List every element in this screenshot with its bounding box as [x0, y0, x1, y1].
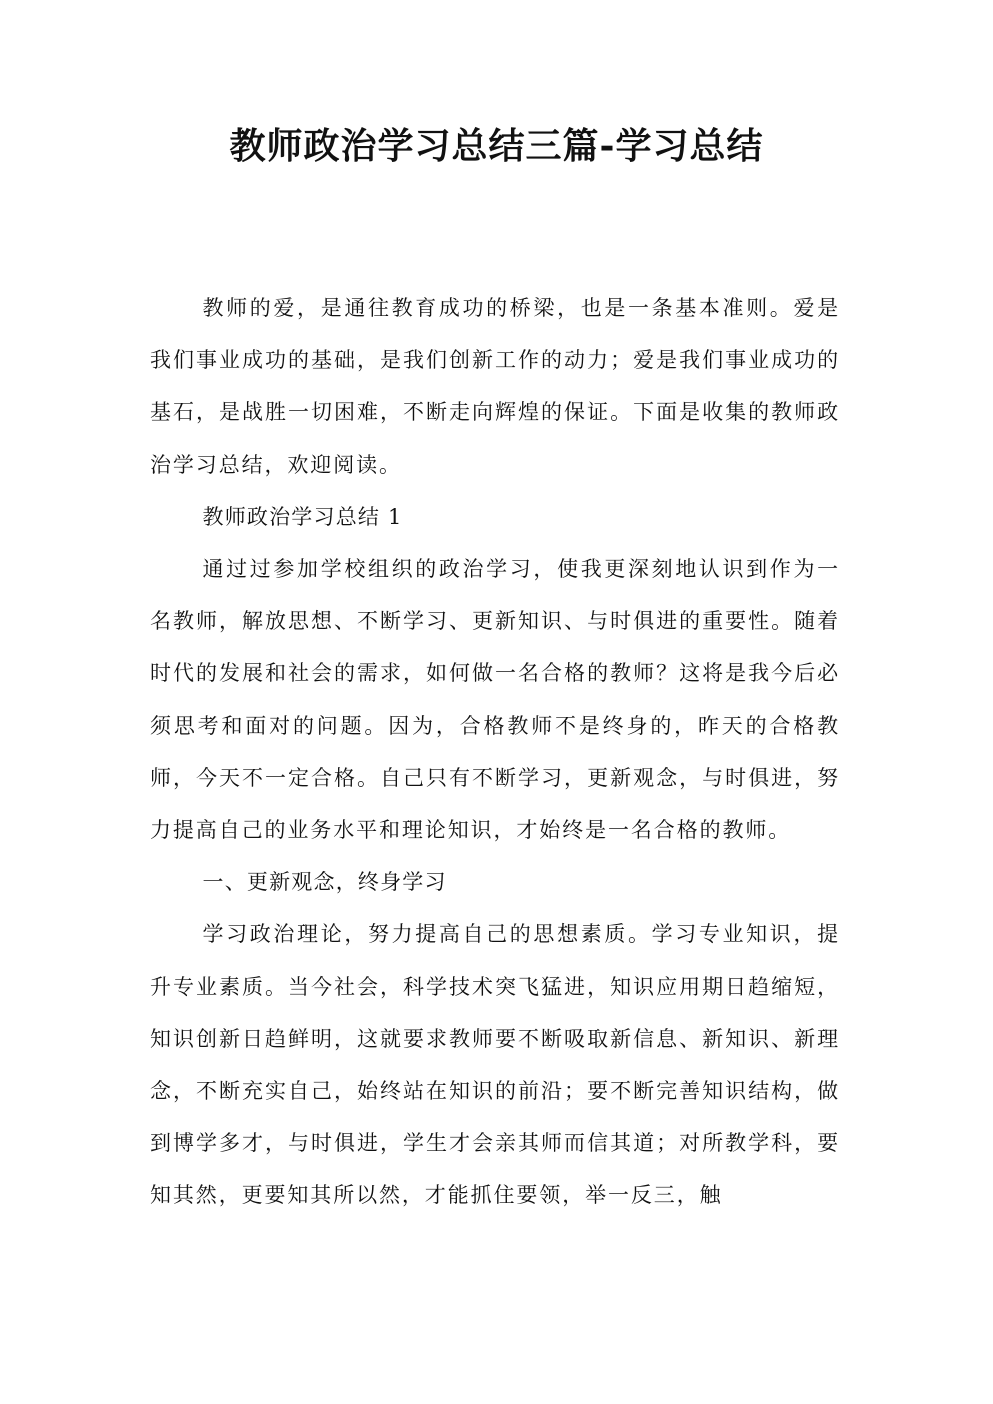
intro-paragraph: 教师的爱，是通往教育成功的桥梁，也是一条基本准则。爱是我们事业成功的基础，是我们创新工作的动力；爱是我们事业成功的基石，是战胜一切困难，不断走向辉煌的保证。下面是收集的教师政治学习总结，欢迎阅读。 [150, 296, 840, 477]
section-heading-update-concepts: 一、更新观念，终身学习 [202, 870, 447, 895]
body-paragraph: 通过过参加学校组织的政治学习，使我更深刻地认识到作为一名教师，解放思想、不断学习、更新知识、与时俱进的重要性。随着时代的发展和社会的需求，如何做一名合格的教师？这将是我今后必须思考和面对的问题。因为，合格教师不是终身的，昨天的合格教师，今天不一定合格。自己只有不断学习，更新观念，与时俱进，努力提高自己的业务水平和理论知识，才始终是一名合格的教师。 [150, 557, 840, 843]
document-title: 教师政治学习总结三篇-学习总结 [229, 125, 764, 167]
body-paragraph: 学习政治理论，努力提高自己的思想素质。学习专业知识，提升专业素质。当今社会，科学技术突飞猛进，知识应用期日趋缩短，知识创新日趋鲜明，这就要求教师要不断吸取新信息、新知识、新理念，不断充实自己，始终站在知识的前沿；要不断完善知识结构，做到博学多才，与时俱进，学生才会亲其师而信其道；对所教学科，要知其然，更要知其所以然，才能抓住要领，举一反三，触 [150, 922, 840, 1208]
document-body [150, 282, 840, 1222]
section-heading-summary-1: 教师政治学习总结 1 [202, 504, 403, 529]
